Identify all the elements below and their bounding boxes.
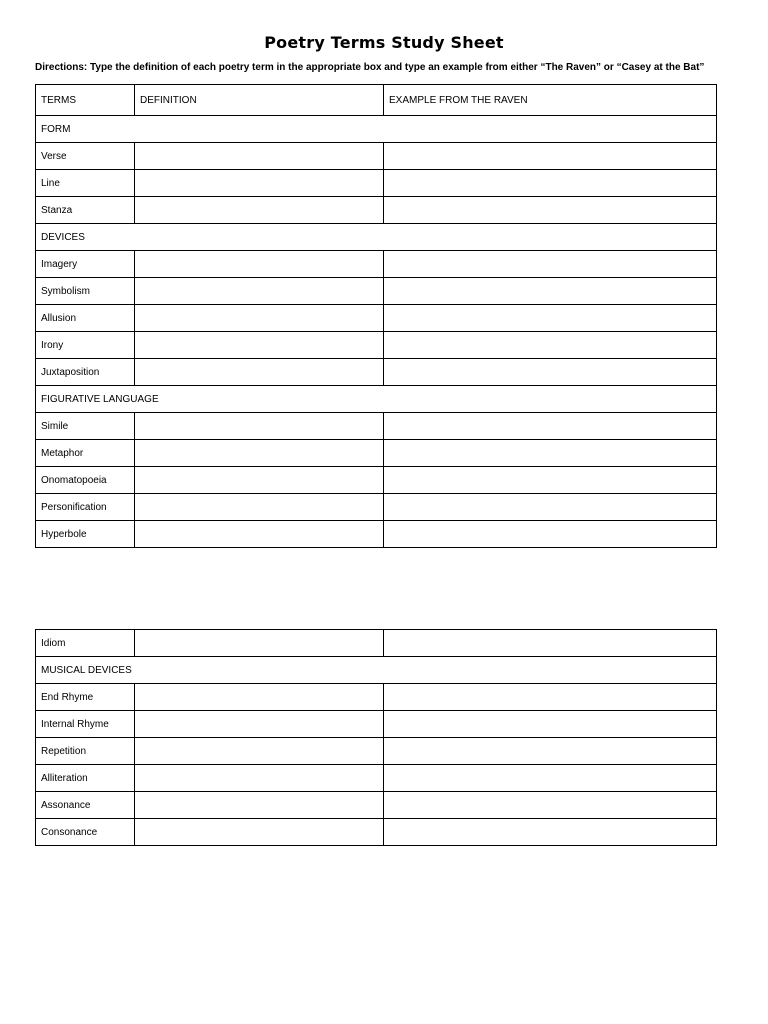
example-cell[interactable] [384,684,717,711]
example-cell[interactable] [384,819,717,846]
example-column-header: EXAMPLE FROM THE RAVEN [384,85,717,116]
definition-cell[interactable] [135,467,384,494]
example-cell[interactable] [384,792,717,819]
table-row [36,738,717,765]
term-label: Assonance [36,792,135,819]
example-cell[interactable] [384,494,717,521]
example-cell[interactable] [384,143,717,170]
table-row [36,494,717,521]
table-header-row [36,85,717,116]
definition-cell[interactable] [135,305,384,332]
table-row [36,332,717,359]
section-row-musical-devices [36,657,717,684]
definition-cell[interactable] [135,170,384,197]
definition-cell[interactable] [135,278,384,305]
example-cell[interactable] [384,630,717,657]
table-row [36,521,717,548]
definition-cell[interactable] [135,143,384,170]
term-label: Stanza [36,197,135,224]
table-row [36,765,717,792]
definition-cell[interactable] [135,684,384,711]
definition-cell[interactable] [135,711,384,738]
term-label: Line [36,170,135,197]
definition-cell[interactable] [135,792,384,819]
term-label: Repetition [36,738,135,765]
definition-cell[interactable] [135,440,384,467]
example-cell[interactable] [384,305,717,332]
term-label: Internal Rhyme [36,711,135,738]
section-row-figurative-language [36,386,717,413]
section-row-devices [36,224,717,251]
term-label: Metaphor [36,440,135,467]
term-label: Alliteration [36,765,135,792]
table-row [36,467,717,494]
table-row [36,819,717,846]
table-row [36,413,717,440]
example-cell[interactable] [384,521,717,548]
table-row [36,251,717,278]
table-row [36,305,717,332]
section-heading: DEVICES [36,224,717,251]
definition-cell[interactable] [135,494,384,521]
example-cell[interactable] [384,278,717,305]
terms-table-page-1 [35,84,717,548]
term-label: Onomatopoeia [36,467,135,494]
example-cell[interactable] [384,738,717,765]
definition-cell[interactable] [135,630,384,657]
section-heading: FORM [36,116,717,143]
definition-cell[interactable] [135,332,384,359]
table-row [36,684,717,711]
directions-text: Directions: Type the definition of each poetry term in the appropriate box and type an example from either “The Raven” or “Casey at the Bat” [35,62,705,73]
term-label: Imagery [36,251,135,278]
term-label: Idiom [36,630,135,657]
example-cell[interactable] [384,359,717,386]
definition-cell[interactable] [135,765,384,792]
term-label: Hyperbole [36,521,135,548]
terms-column-header: TERMS [36,85,135,116]
example-cell[interactable] [384,765,717,792]
table-row [36,170,717,197]
terms-table-page-2 [35,629,717,846]
term-label: Allusion [36,305,135,332]
term-label: Personification [36,494,135,521]
definition-cell[interactable] [135,359,384,386]
table-row [36,143,717,170]
term-label: Simile [36,413,135,440]
term-label: Irony [36,332,135,359]
example-cell[interactable] [384,440,717,467]
table-row [36,440,717,467]
table-row [36,197,717,224]
example-cell[interactable] [384,170,717,197]
definition-cell[interactable] [135,251,384,278]
section-row-form [36,116,717,143]
definition-cell[interactable] [135,197,384,224]
term-label: Juxtaposition [36,359,135,386]
term-label: End Rhyme [36,684,135,711]
term-label: Consonance [36,819,135,846]
example-cell[interactable] [384,413,717,440]
definition-cell[interactable] [135,413,384,440]
example-cell[interactable] [384,711,717,738]
table-row [36,278,717,305]
definition-column-header: DEFINITION [135,85,384,116]
term-label: Verse [36,143,135,170]
definition-cell[interactable] [135,738,384,765]
page-title: Poetry Terms Study Sheet [264,33,504,52]
term-label: Symbolism [36,278,135,305]
example-cell[interactable] [384,467,717,494]
table-row [36,359,717,386]
definition-cell[interactable] [135,819,384,846]
example-cell[interactable] [384,251,717,278]
section-heading: MUSICAL DEVICES [36,657,717,684]
table-row [36,792,717,819]
example-cell[interactable] [384,197,717,224]
example-cell[interactable] [384,332,717,359]
section-heading: FIGURATIVE LANGUAGE [36,386,717,413]
table-row [36,630,717,657]
table-row [36,711,717,738]
definition-cell[interactable] [135,521,384,548]
